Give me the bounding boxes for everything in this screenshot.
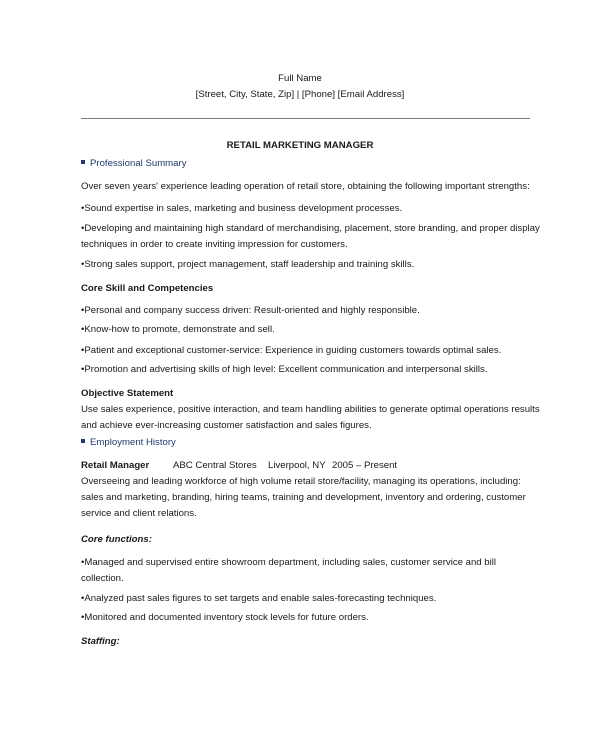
- objective-text: Use sales experience, positive interaction, and team handling abilities to generate optimal operations results: [81, 404, 540, 415]
- skill-item: •Promotion and advertising skills of high level: Excellent communication and interpersonal skills.: [81, 364, 488, 375]
- job-description: sales and marketing, branding, hiring teams, training and development, inventory and ordering, customer: [81, 492, 526, 503]
- square-bullet-icon: [81, 439, 85, 443]
- function-item: •Analyzed past sales figures to set targets and enable sales-forecasting techniques.: [81, 593, 437, 604]
- section-label: Professional Summary: [90, 158, 187, 169]
- job-title: Retail Manager: [81, 460, 150, 471]
- resume-title: RETAIL MARKETING MANAGER: [226, 140, 374, 151]
- job-location: Liverpool, NY: [268, 460, 326, 471]
- core-functions-heading: Core functions:: [81, 534, 152, 545]
- skill-item: •Personal and company success driven: Result-oriented and highly responsible.: [81, 305, 420, 316]
- job-company: ABC Central Stores: [173, 460, 257, 471]
- full-name: Full Name: [278, 73, 322, 84]
- job-description: Overseeing and leading workforce of high volume retail store/facility, managing its operations, including:: [81, 476, 521, 487]
- section-label: Employment History: [90, 437, 176, 448]
- function-item: •Managed and supervised entire showroom department, including sales, customer service and bill: [81, 557, 497, 568]
- square-bullet-icon: [81, 160, 85, 164]
- objective-heading: Objective Statement: [81, 388, 174, 399]
- summary-bullet: •Strong sales support, project management, staff leadership and training skills.: [81, 259, 415, 270]
- job-dates: 2005 – Present: [332, 460, 398, 471]
- job-description: service and client relations.: [81, 508, 197, 519]
- staffing-heading: Staffing:: [81, 636, 120, 647]
- summary-bullet-continuation: techniques in order to create inviting impression for customers.: [81, 239, 348, 250]
- objective-text: and achieve ever-increasing customer satisfaction and sales figures.: [81, 420, 372, 431]
- section-employment-history: [81, 437, 176, 449]
- skill-item: •Patient and exceptional customer-service: Experience in guiding customers towards optimal sales.: [81, 345, 502, 356]
- skill-item: •Know-how to promote, demonstrate and sell.: [81, 324, 275, 335]
- summary-intro: Over seven years' experience leading operation of retail store, obtaining the following important strengths:: [81, 181, 530, 192]
- function-item: •Monitored and documented inventory stock levels for future orders.: [81, 612, 369, 623]
- contact-line: [Street, City, State, Zip] | [Phone] [Email Address]: [195, 89, 405, 100]
- function-item-continuation: collection.: [81, 573, 124, 584]
- section-professional-summary: [81, 158, 187, 170]
- header-divider: [81, 118, 530, 119]
- summary-bullet: •Sound expertise in sales, marketing and business development processes.: [81, 203, 403, 214]
- summary-bullet: •Developing and maintaining high standard of merchandising, placement, store branding, and proper display: [81, 223, 540, 234]
- core-skills-heading: Core Skill and Competencies: [81, 283, 214, 294]
